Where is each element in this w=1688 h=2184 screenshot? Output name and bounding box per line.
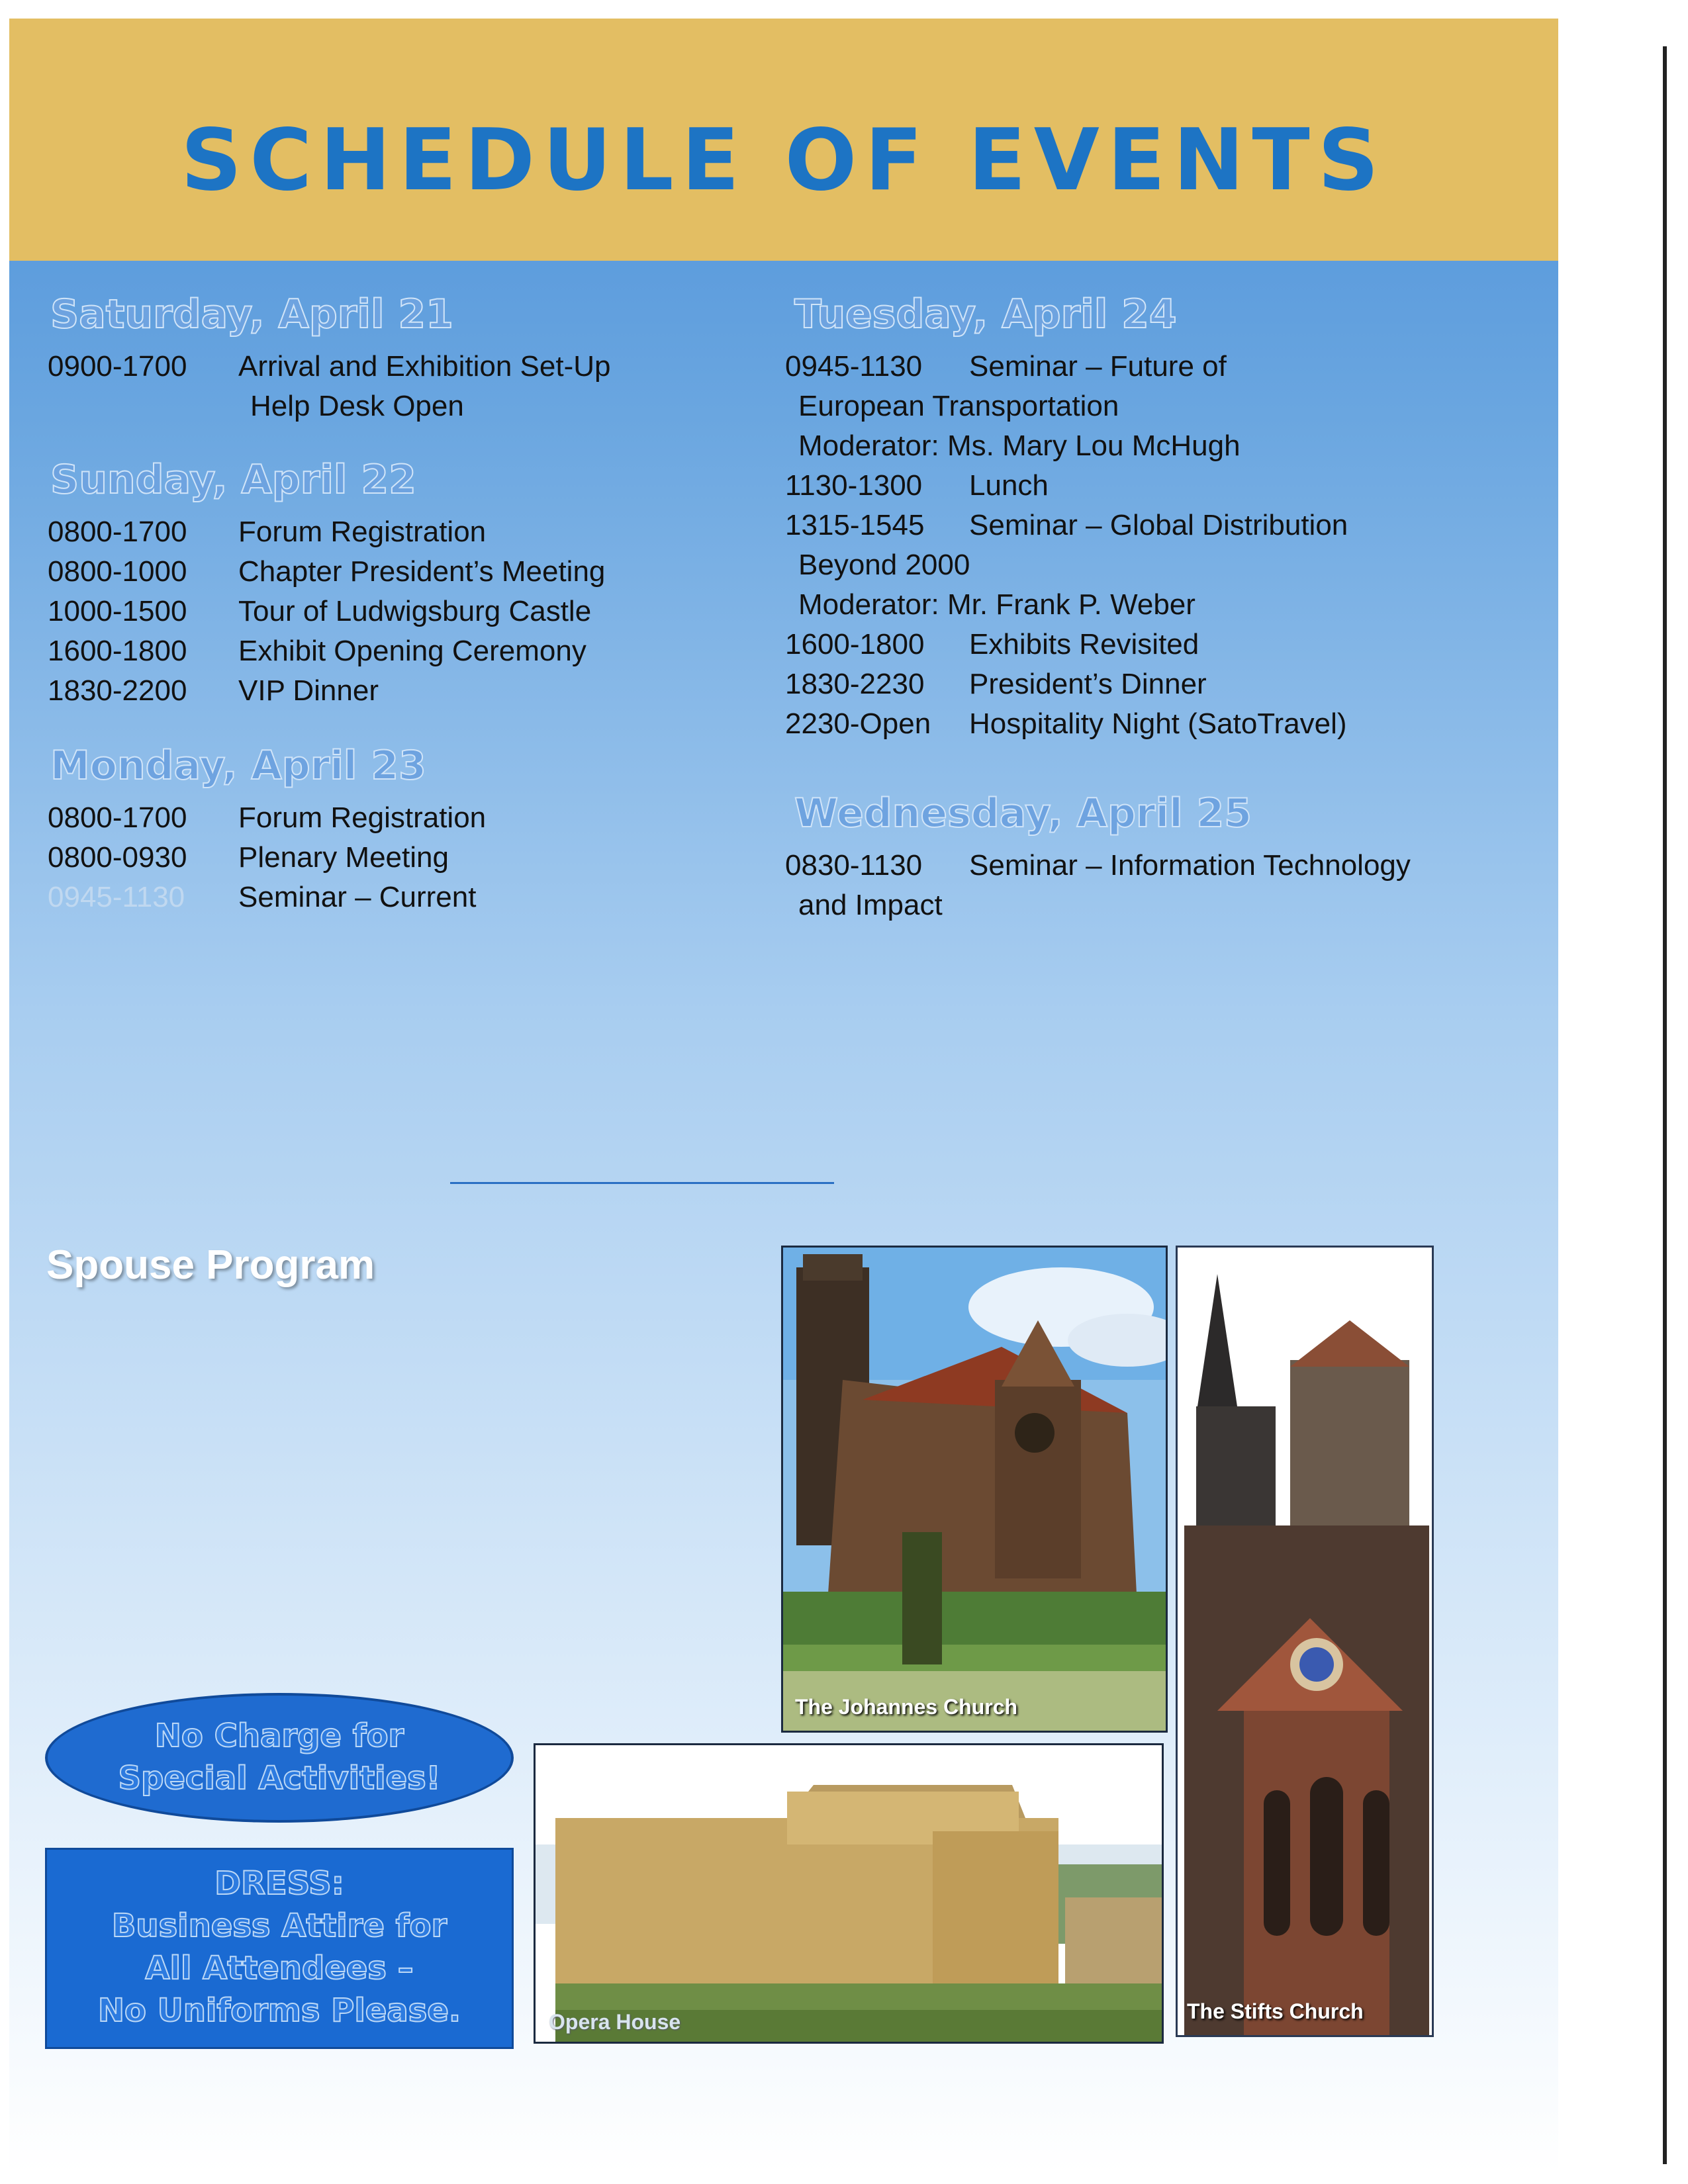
schedule-page bbox=[9, 19, 1558, 2173]
event-continuation: Beyond 2000 bbox=[798, 549, 970, 581]
time-slot: 0830-1130 bbox=[785, 849, 923, 882]
event-moderator: Moderator: Ms. Mary Lou McHugh bbox=[798, 430, 1241, 462]
event-name: Seminar – Information Technology bbox=[969, 849, 1411, 882]
event-name: Lunch bbox=[969, 469, 1049, 502]
johannes-church-photo bbox=[781, 1246, 1168, 1733]
event-name: Seminar – Future of bbox=[969, 350, 1227, 383]
stifts-church-photo bbox=[1176, 1246, 1434, 2037]
header-banner bbox=[9, 19, 1558, 261]
stifts-church-image bbox=[1178, 1248, 1432, 2035]
time-slot: 1000-1500 bbox=[48, 595, 187, 627]
time-slot: 0800-1700 bbox=[48, 516, 187, 548]
schedule-row bbox=[785, 506, 1348, 545]
schedule-row bbox=[48, 512, 605, 552]
day-heading-wednesday: Wednesday, April 25 bbox=[794, 790, 1252, 837]
dress-code-callout bbox=[45, 1848, 514, 2049]
opera-house-image bbox=[536, 1745, 1162, 2042]
dress-line-1: DRESS: bbox=[214, 1865, 344, 1902]
monday-schedule bbox=[48, 798, 486, 917]
no-charge-callout bbox=[45, 1693, 514, 1823]
event-name: Hospitality Night (SatoTravel) bbox=[969, 707, 1347, 740]
saturday-schedule bbox=[48, 347, 610, 426]
schedule-row bbox=[785, 466, 1348, 506]
time-slot: 1600-1800 bbox=[785, 628, 925, 660]
time-slot: 0800-1000 bbox=[48, 555, 187, 588]
section-divider bbox=[450, 1182, 834, 1184]
schedule-row bbox=[48, 592, 605, 631]
schedule-row bbox=[48, 552, 605, 592]
event-name: VIP Dinner bbox=[238, 674, 379, 707]
no-charge-line-1: No Charge for bbox=[154, 1717, 404, 1754]
event-name: Plenary Meeting bbox=[238, 841, 449, 874]
day-heading-sunday: Sunday, April 22 bbox=[50, 457, 416, 503]
event-name: Chapter President’s Meeting bbox=[238, 555, 606, 588]
dress-line-3: All Attendees – bbox=[145, 1950, 414, 1987]
dress-line-2: Business Attire for bbox=[111, 1907, 447, 1944]
spouse-program-title: Spouse Program bbox=[46, 1242, 375, 1288]
schedule-row bbox=[48, 631, 605, 671]
event-name: Exhibit Opening Ceremony bbox=[238, 635, 586, 667]
event-name: Tour of Ludwigsburg Castle bbox=[238, 595, 592, 627]
opera-house-photo bbox=[534, 1743, 1164, 2044]
wednesday-schedule bbox=[785, 846, 1411, 925]
schedule-row bbox=[785, 704, 1348, 744]
schedule-row bbox=[785, 625, 1348, 664]
johannes-church-caption: The Johannes Church bbox=[795, 1695, 1018, 1719]
event-moderator: Moderator: Mr. Frank P. Weber bbox=[798, 588, 1196, 621]
time-slot: 1600-1800 bbox=[48, 635, 187, 667]
event-name: Exhibits Revisited bbox=[969, 628, 1199, 660]
day-heading-monday: Monday, April 23 bbox=[50, 743, 426, 789]
page-title: SCHEDULE OF EVENTS bbox=[181, 111, 1387, 210]
schedule-row bbox=[48, 671, 605, 711]
time-slot: 2230-Open bbox=[785, 707, 931, 740]
time-slot: 0945-1130 bbox=[785, 350, 923, 383]
time-slot: 0800-0930 bbox=[48, 841, 187, 874]
time-slot: 0900-1700 bbox=[48, 350, 187, 383]
tuesday-schedule bbox=[785, 347, 1348, 744]
sunday-schedule bbox=[48, 512, 605, 711]
event-name: Arrival and Exhibition Set-Up bbox=[238, 350, 611, 383]
scan-edge-line bbox=[1663, 46, 1667, 2164]
stifts-church-caption: The Stifts Church bbox=[1187, 1999, 1364, 2023]
schedule-row bbox=[785, 846, 1411, 886]
opera-house-caption: Opera House bbox=[549, 2010, 681, 2034]
time-slot: 1130-1300 bbox=[785, 469, 923, 502]
time-slot: 0945-1130 bbox=[48, 881, 185, 913]
schedule-row bbox=[785, 347, 1348, 387]
schedule-row bbox=[48, 798, 486, 838]
event-name: Seminar – Current bbox=[238, 881, 477, 913]
time-slot: 1830-2200 bbox=[48, 674, 187, 707]
dress-line-4: No Uniforms Please. bbox=[97, 1992, 461, 2029]
johannes-church-image bbox=[783, 1248, 1166, 1731]
no-charge-line-2: Special Activities! bbox=[118, 1760, 441, 1797]
schedule-row bbox=[48, 878, 486, 917]
day-heading-saturday: Saturday, April 21 bbox=[50, 291, 453, 338]
event-name: Forum Registration bbox=[238, 516, 487, 548]
event-continuation: Help Desk Open bbox=[250, 390, 464, 422]
event-name: Seminar – Global Distribution bbox=[969, 509, 1348, 541]
event-continuation: and Impact bbox=[798, 889, 943, 921]
schedule-row bbox=[48, 838, 486, 878]
event-name: President’s Dinner bbox=[969, 668, 1207, 700]
time-slot: 1830-2230 bbox=[785, 668, 925, 700]
schedule-row bbox=[48, 347, 610, 387]
day-heading-tuesday: Tuesday, April 24 bbox=[794, 291, 1177, 338]
schedule-row bbox=[785, 664, 1348, 704]
time-slot: 1315-1545 bbox=[785, 509, 925, 541]
event-name: Forum Registration bbox=[238, 801, 487, 834]
event-continuation: European Transportation bbox=[798, 390, 1119, 422]
time-slot: 0800-1700 bbox=[48, 801, 187, 834]
